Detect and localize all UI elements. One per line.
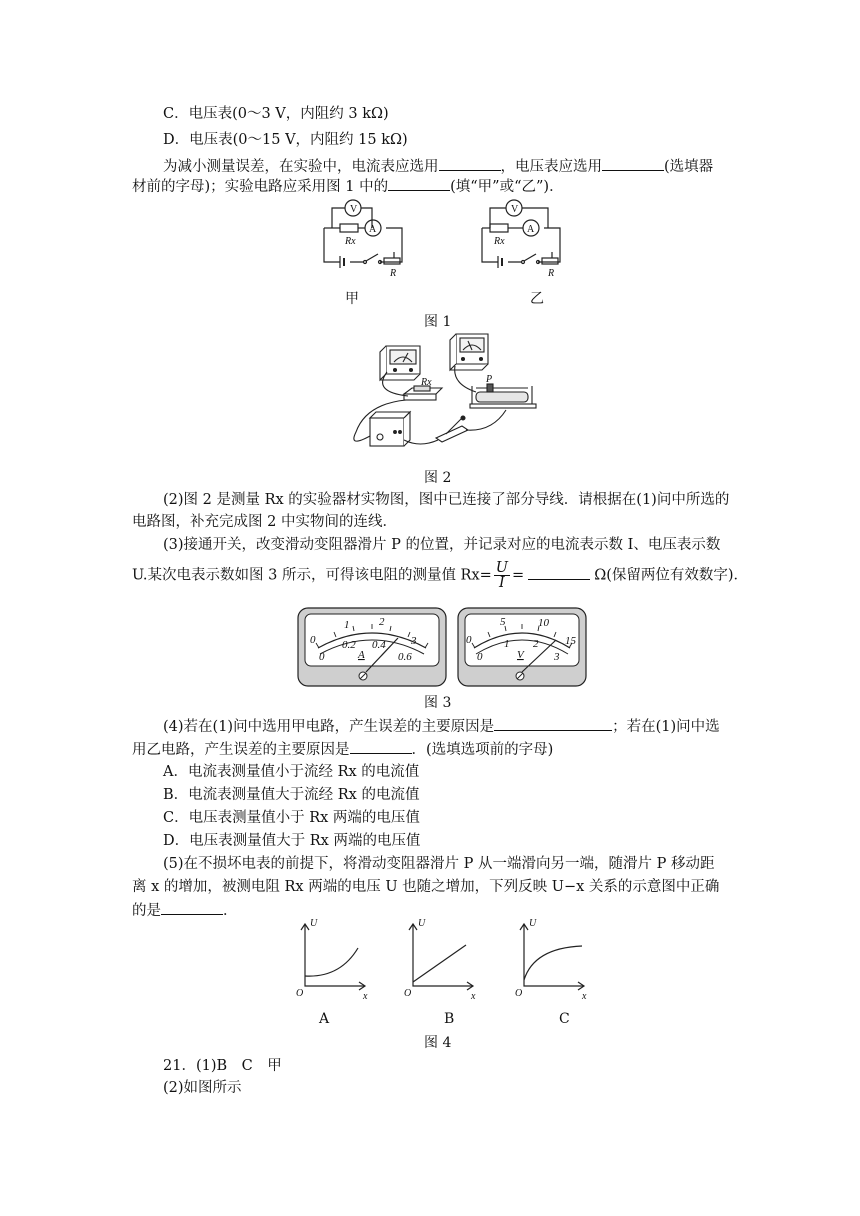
ammeter-top-tick-2: 2: [379, 616, 385, 628]
voltmeter-top-tick-0: 0: [466, 634, 472, 646]
q3-fraction-numerator: U: [495, 560, 509, 576]
fig1-yi-r-label: R: [548, 268, 555, 279]
q4-option-d: D．电压表测量值大于 Rx 两端的电压值: [163, 833, 421, 849]
q3-line-1: (3)接通开关，改变滑动变阻器滑片 P 的位置，并记录对应的电流表示数 I、电压表示数: [163, 537, 721, 553]
q4-text-2: ；若在(1)问中选: [612, 719, 720, 735]
ammeter-bottom-tick-3: 0.6: [398, 651, 412, 663]
ammeter-bottom-tick-2: 0.4: [372, 639, 386, 651]
q1-text-5: (填“甲”或“乙”)．: [450, 179, 564, 195]
voltmeter-unit: V: [517, 649, 524, 661]
ammeter-unit: A: [358, 649, 365, 661]
q5-text-2: ．: [223, 903, 238, 919]
fig1-jia-v-label: V: [350, 204, 358, 215]
answer-line-2: (2)如图所示: [163, 1080, 242, 1096]
voltmeter-bottom-tick-0: 0: [477, 651, 483, 663]
graph-b: [409, 924, 473, 990]
graph-a-y-label: U: [310, 918, 318, 929]
q1-text-2: ，电压表应选用: [500, 159, 602, 175]
graph-a-origin: O: [296, 988, 304, 999]
fig3-caption: 图 3: [424, 695, 452, 711]
graph-c-y-label: U: [529, 918, 537, 929]
q3-text-1: U.某次电表示数如图 3 所示，可得该电阻的测量值 Rx=: [132, 567, 492, 584]
graph-a-x-label: x: [363, 991, 368, 1002]
fig4-caption: 图 4: [424, 1035, 452, 1051]
q5-line-2: 离 x 的增加，被测电阻 Rx 两端的电压 U 也随之增加，下列反映 U−x 关系的示意图中正确: [132, 879, 720, 895]
voltmeter-top-tick-2: 10: [538, 617, 549, 629]
fig1-jia-rx-label: Rx: [345, 236, 356, 247]
voltmeter-bottom-tick-2: 2: [533, 638, 539, 650]
graph-b-y-label: U: [418, 918, 426, 929]
fig1-label-jia: 甲: [345, 291, 359, 307]
ammeter-top-tick-3: 3: [411, 635, 417, 647]
voltmeter-top-tick-1: 5: [500, 616, 506, 628]
fig2-p-label: P: [486, 374, 493, 385]
q4-option-c: C．电压表测量值小于 Rx 两端的电压值: [163, 810, 420, 826]
q3-fraction-denominator: I: [499, 575, 505, 591]
graph-a-label: A: [319, 1011, 330, 1027]
ammeter-bottom-tick-1: 0.2: [342, 639, 356, 651]
option-c-line: C．电压表(0～3 V，内阻约 3 kΩ): [163, 106, 389, 122]
q4-option-a: A．电流表测量值小于流经 Rx 的电流值: [163, 764, 420, 780]
q3-text-3: Ω(保留两位有效数字)．: [594, 567, 749, 584]
q4-text-1: (4)若在(1)问中选用甲电路，产生误差的主要原因是: [163, 719, 495, 735]
q2-line-1: (2)图 2 是测量 Rx 的实验器材实物图，图中已连接了部分导线．请根据在(1)问中所选的: [163, 492, 730, 508]
fig2-caption: 图 2: [424, 470, 452, 486]
q3-text-2: =: [512, 567, 525, 584]
q5-line-1: (5)在不损坏电表的前提下，将滑动变阻器滑片 P 从一端滑向另一端，随滑片 P 移动距: [163, 856, 715, 872]
fig1-jia-a-label: A: [369, 224, 377, 235]
fig1-yi-v-label: V: [511, 204, 519, 215]
graph-b-origin: O: [404, 988, 412, 999]
ammeter-top-tick-1: 1: [344, 619, 350, 631]
fig1-jia-r-label: R: [390, 268, 397, 279]
answer-line-1: 21．(1)B C 甲: [163, 1058, 282, 1074]
graph-c-x-label: x: [582, 991, 587, 1002]
q4-option-b: B．电流表测量值大于流经 Rx 的电流值: [163, 787, 420, 803]
q1-text-4: 材前的字母)；实验电路应采用图 1 中的: [132, 179, 389, 195]
fig2-rx-label: Rx: [421, 377, 432, 388]
graph-a: [301, 924, 365, 990]
fig1-caption: 图 1: [424, 314, 452, 330]
ammeter-top-tick-0: 0: [310, 634, 316, 646]
voltmeter-top-tick-3: 15: [565, 635, 576, 647]
fig1-label-yi: 乙: [530, 291, 544, 307]
voltmeter-bottom-tick-3: 3: [554, 651, 560, 663]
fig1-yi-rx-label: Rx: [494, 236, 505, 247]
q4-text-4: ．(选填选项前的字母): [411, 742, 554, 758]
option-d-line: D．电压表(0～15 V，内阻约 15 kΩ): [163, 132, 408, 148]
fig1-yi-a-label: A: [527, 224, 535, 235]
q2-line-2: 电路图，补充完成图 2 中实物间的连线．: [132, 514, 397, 530]
graph-b-x-label: x: [471, 991, 476, 1002]
graph-c: [520, 924, 584, 990]
q1-text-3: (选填器: [664, 159, 714, 175]
graph-c-label: C: [559, 1011, 570, 1027]
q4-text-3: 用乙电路，产生误差的主要原因是: [132, 742, 350, 758]
graph-b-label: B: [444, 1011, 455, 1027]
ammeter-bottom-tick-0: 0: [319, 651, 325, 663]
graph-c-origin: O: [515, 988, 523, 999]
voltmeter-bottom-tick-1: 1: [504, 638, 510, 650]
q5-text-1: 的是: [132, 903, 161, 919]
q1-text-1: 为减小测量误差，在实验中，电流表应选用: [163, 159, 439, 175]
